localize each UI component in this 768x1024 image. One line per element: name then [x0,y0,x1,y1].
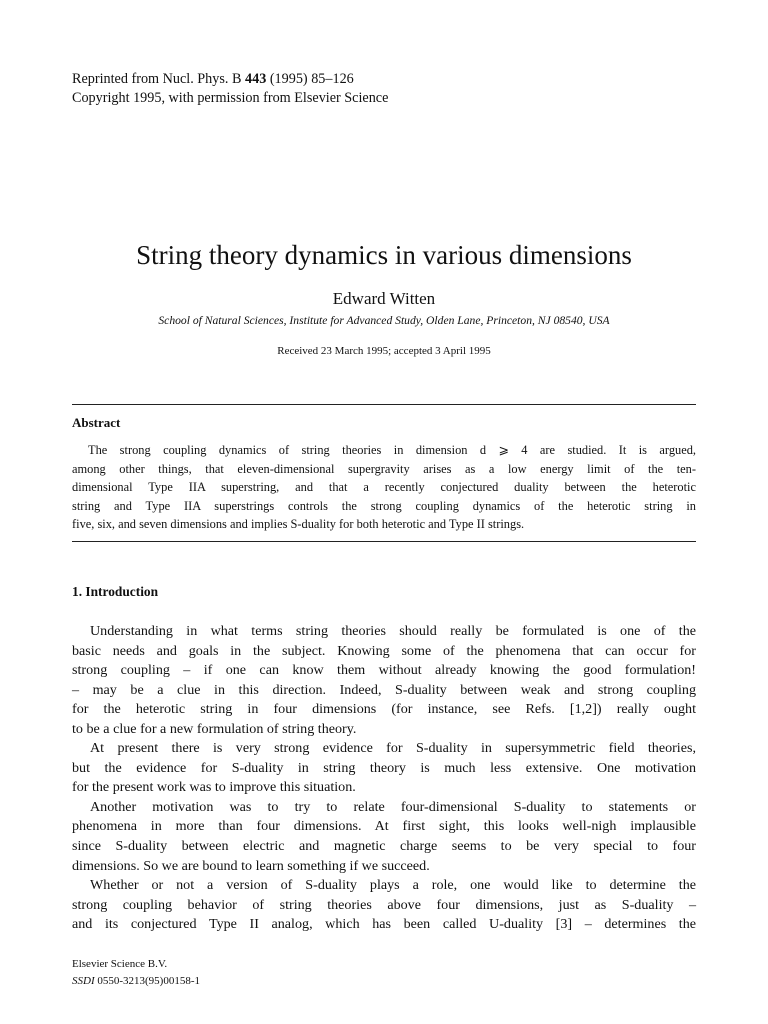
body-line: dimensions. So we are bound to learn something if we succeed. [72,857,430,874]
body-line: basic needs and goals in the subject. Knowing some of the phenomena that can occur for [72,642,696,659]
body-line: – may be a clue in this direction. Indeed, S-duality between weak and strong coupling [72,681,696,698]
abstract-line: The strong coupling dynamics of string theories in dimension d ⩾ 4 are studied. It is argued, [88,443,696,457]
abstract-heading: Abstract [72,415,121,430]
paper-author: Edward Witten [332,289,436,308]
body-line: strong coupling – if one can know them without already knowing the good formulation! [72,662,696,679]
introduction-body [72,622,696,935]
paper-title: String theory dynamics in various dimensions [136,240,632,270]
reprint-notice [72,70,388,108]
body-line: Understanding in what terms string theories should really be formulated is one of the [90,623,696,639]
body-line: to be a clue for a new formulation of string theory. [72,720,357,737]
abstract-line: dimensional Type IIA superstring, and that a recently conjectured duality between the heterotic [72,480,696,494]
body-line: for the heterotic string in four dimensions (for instance, see Refs. [1,2]) really ought [72,701,696,718]
body-line: since S-duality between electric and magnetic charge seems to be very special to four [72,838,696,855]
body-line: but the evidence for S-duality in string theory is much less extensive. One motivation [72,759,696,776]
abstract-line: five, six, and seven dimensions and implies S-duality for both heterotic and Type II strings. [72,517,525,531]
body-line: strong coupling behavior of string theories above four dimensions, just as S-duality – [72,896,696,913]
ssdi-identifier: SSDI 0550-3213(95)00158-1 [72,975,201,987]
reprint-citation: Reprinted from Nucl. Phys. B 443 (1995) 85–126 [72,71,354,87]
abstract-top-rule [72,404,696,405]
page-footer [72,956,200,990]
copyright-line: Copyright 1995, with permission from Elsevier Science [72,90,389,106]
abstract-body [72,441,696,534]
abstract-line: among other things, that eleven-dimensional supergravity arises as a low energy limit of the ten- [72,461,696,476]
body-line: Another motivation was to try to relate four-dimensional S-duality to statements or [90,798,696,815]
body-line: phenomena in more than four dimensions. At first sight, this looks well-nigh implausible [72,818,696,835]
received-dates: Received 23 March 1995; accepted 3 April 1995 [277,345,491,357]
author-affiliation: School of Natural Sciences, Institute for Advanced Study, Olden Lane, Princeton, NJ 08540, USA [158,314,610,327]
section-heading-introduction: 1. Introduction [72,584,159,599]
body-line: Whether or not a version of S-duality plays a role, one would like to determine the [90,877,696,894]
abstract-line: string and Type IIA superstrings controls the strong coupling dynamics of the heterotic string in [72,498,696,513]
abstract-bottom-rule [72,541,696,542]
body-line: and its conjectured Type II analog, which has been called U-duality [3] – determines the [72,916,696,933]
body-line: At present there is very strong evidence for S-duality in supersymmetric field theories, [90,740,696,757]
journal-volume: 443 [245,71,267,87]
publisher-name: Elsevier Science B.V. [72,958,168,970]
body-line: for the present work was to improve this situation. [72,779,356,796]
